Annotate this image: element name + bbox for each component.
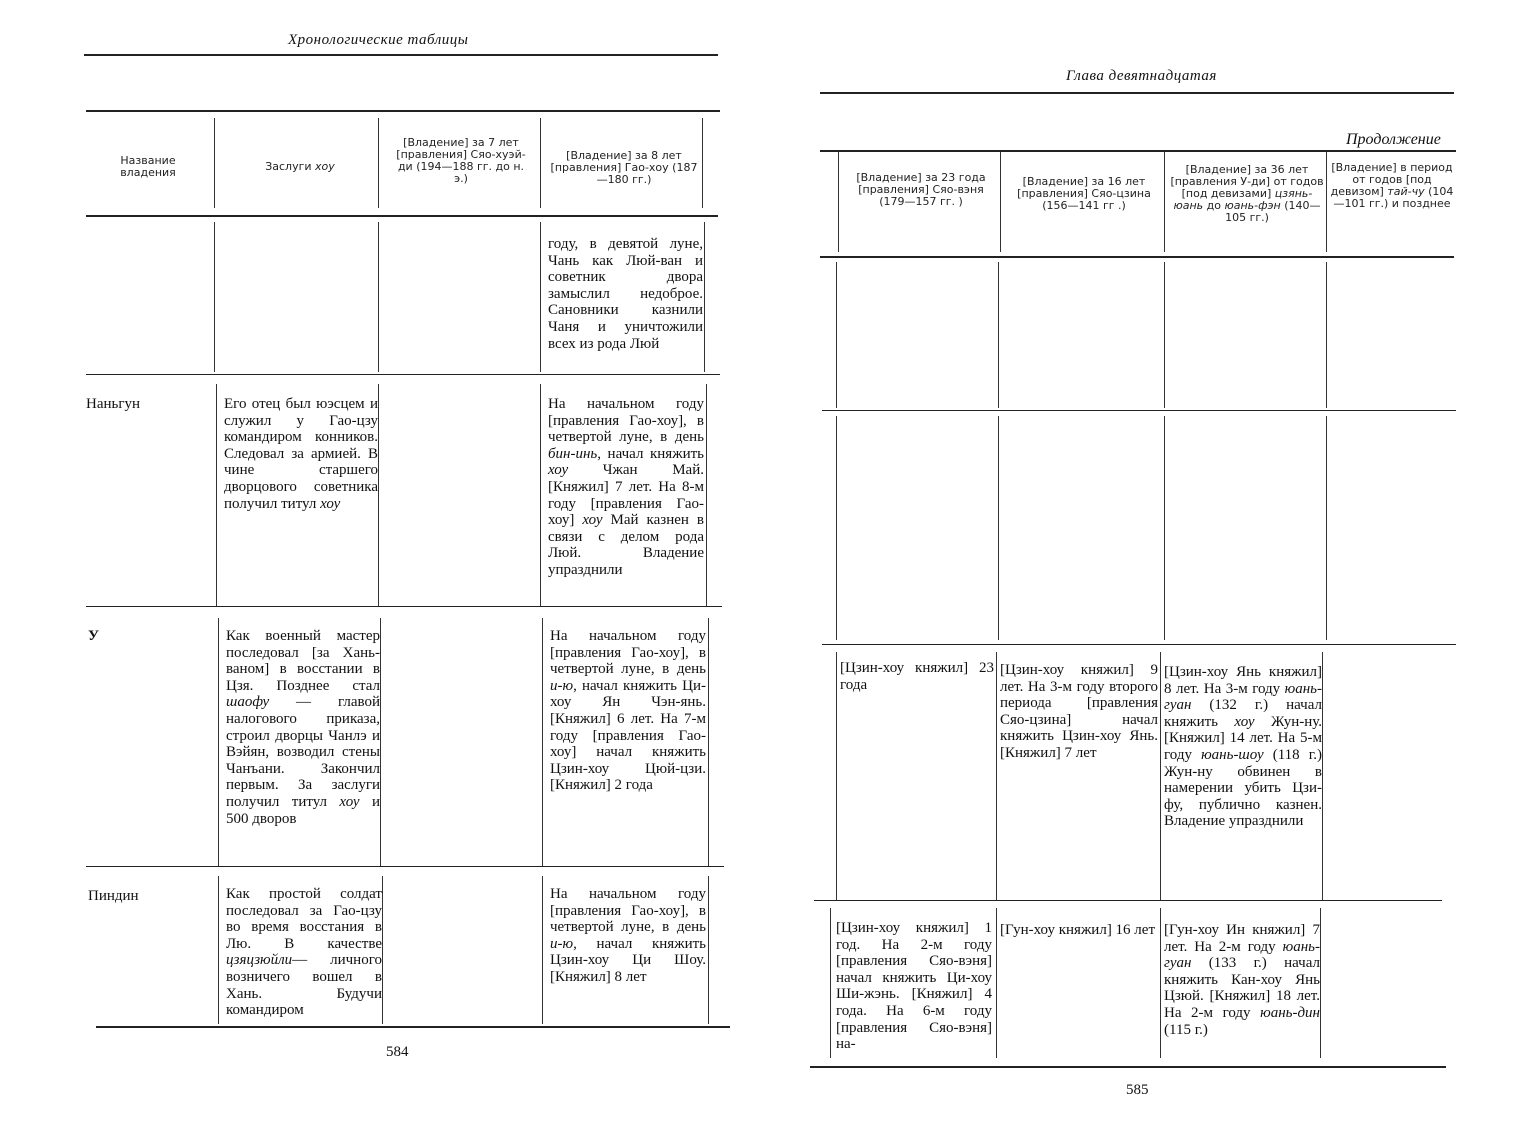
column-divider xyxy=(1326,152,1327,252)
column-divider xyxy=(1326,262,1327,408)
page-number: 584 xyxy=(386,1044,409,1060)
column-divider xyxy=(382,876,383,1024)
merit-cell: Как военный мастер последовал [за Хань-ваном] в восстании в Цзя. Позднее стал шаофу — главой налогового приказа, строил дворцы Чанлэ и Вэйян, возводил стены Чанъани. Закончил первым. За заслуги получил титул хоу и 500 дворов xyxy=(226,628,380,827)
column-divider xyxy=(1164,416,1165,640)
column-divider xyxy=(998,262,999,408)
column-divider xyxy=(1322,652,1323,900)
table-bottom-rule xyxy=(96,1026,730,1028)
header-7-years: [Владение] за 7 лет [правления] Сяо-хуэй-ди (194—188 гг. до н. э.) xyxy=(396,136,526,185)
table-top-rule xyxy=(86,110,720,112)
column-divider xyxy=(1160,908,1161,1058)
row-rule xyxy=(86,606,722,607)
header-23-years: [Владение] за 23 года [правления] Сяо-вэня (179—157 гг. ) xyxy=(856,171,986,208)
continued-label: Продолжение xyxy=(1346,131,1441,148)
row-rule xyxy=(822,644,1456,645)
header-rule xyxy=(86,215,718,217)
column-divider xyxy=(1160,652,1161,900)
column-divider xyxy=(836,416,837,640)
column-divider xyxy=(378,384,379,606)
table-cell: На начальном году [правления Гао-хоу], в четвертой луне, в день и-ю, начал княжить Ци-хоу Ян Чэн-янь. [Княжил] 6 лет. На 7-м году [правления Гао-хоу] начал княжить Цзин-хоу Цюй-цзи. [Княжил] 2 года xyxy=(550,628,706,794)
table-cell: [Цзин-хоу княжил] 9 лет. На 3-м году второго периода [правления Сяо-цзина] начал княжить Цзин-хоу Янь. [Княжил] 7 лет xyxy=(1000,662,1158,761)
domain-name: У xyxy=(88,628,100,644)
domain-name: Наньгун xyxy=(86,396,141,412)
column-divider xyxy=(996,908,997,1058)
column-divider xyxy=(708,876,709,1024)
column-divider xyxy=(996,652,997,900)
column-divider xyxy=(214,222,215,372)
merit-cell: Его отец был юэсцем и служил у Гао-цзу командиром конников. Следовал за армией. В чине старшего дворцового советника получил титул хоу xyxy=(224,396,378,512)
column-divider xyxy=(704,222,705,372)
header-8-years: [Владение] за 8 лет [правления] Гао-хоу (187—180 гг.) xyxy=(550,149,698,186)
column-divider xyxy=(702,118,703,208)
column-divider xyxy=(836,652,837,900)
right-page xyxy=(760,0,1524,1140)
header-tai-chu: [Владение] в период от годов [под девизом] тай-чу (104—101 гг.) и позднее xyxy=(1330,161,1454,210)
row-rule xyxy=(86,866,724,867)
column-divider xyxy=(1326,416,1327,640)
column-divider xyxy=(542,618,543,866)
column-divider xyxy=(216,384,217,606)
column-divider xyxy=(540,384,541,606)
header-rule xyxy=(820,256,1454,258)
table-cell: [Цзин-хоу княжил] 1 год. На 2-м году [правления Сяо-вэня] начал княжить Ци-хоу Ши-жэнь. [Княжил] 4 года. На 6-м году [правления Сяо-вэня] на- xyxy=(836,920,992,1053)
column-divider xyxy=(542,876,543,1024)
header-name: Название владения xyxy=(120,154,176,179)
table-cell: На начальном году [правления Гао-хоу], в четвертой луне, в день бин-инь, начал княжить хоу Чжан Май. [Княжил] 7 лет. На 8-м году [правления Гао-хоу] хоу Май казнен в связи с делом рода Люй. Владение упразднили xyxy=(548,396,704,578)
table-top-rule xyxy=(820,150,1456,152)
table-bottom-rule xyxy=(810,1066,1446,1068)
header-36-years: [Владение] за 36 лет [правления У-ди] от годов [под девизами] цзянь-юань до юань-фэн (140—105 гг.) xyxy=(1170,163,1324,224)
column-divider xyxy=(378,222,379,372)
column-divider xyxy=(706,384,707,606)
table-cell: [Гун-хоу Ин княжил] 7 лет. На 2-м году юань-гуан (133 г.) начал княжить Кан-хоу Янь Цзюй. [Княжил] 18 лет. На 2-м году юань-дин (115 г.) xyxy=(1164,922,1320,1038)
column-divider xyxy=(218,876,219,1024)
column-divider xyxy=(380,618,381,866)
column-divider xyxy=(998,416,999,640)
column-divider xyxy=(214,118,215,208)
row-rule xyxy=(814,900,1442,901)
table-cell: году, в девятой луне, Чань как Люй-ван и советник двора замыслил недоброе. Сановники казнили Чаня и уничтожили всех из рода Люй xyxy=(548,236,703,352)
table-cell: [Цзин-хоу княжил] 23 года xyxy=(840,660,994,693)
column-divider xyxy=(838,152,839,252)
header-merit: Заслуги хоу xyxy=(265,160,335,173)
title-rule xyxy=(84,54,718,56)
merit-cell: Как простой солдат последовал за Гао-цзу во время восстания в Лю. В качестве цзяцзюйли— личного возничего вошел в Хань. Будучи командиром xyxy=(226,886,382,1019)
title-rule xyxy=(820,92,1454,94)
column-divider xyxy=(1164,152,1165,252)
row-rule xyxy=(822,410,1456,411)
column-divider xyxy=(836,262,837,408)
left-page xyxy=(0,0,760,1140)
running-title: Хронологические таблицы xyxy=(288,32,469,48)
header-16-years: [Владение] за 16 лет [правления] Сяо-цзина (156—141 гг .) xyxy=(1017,175,1151,212)
table-cell: [Гун-хоу княжил] 16 лет xyxy=(1000,922,1156,938)
column-divider xyxy=(540,118,541,208)
running-title: Глава девятнадцатая xyxy=(1066,68,1217,84)
page-number: 585 xyxy=(1126,1082,1149,1098)
column-divider xyxy=(1000,152,1001,252)
column-divider xyxy=(218,618,219,866)
column-divider xyxy=(378,118,379,208)
column-divider xyxy=(830,908,831,1058)
domain-name: Пиндин xyxy=(88,888,139,904)
row-rule xyxy=(86,374,720,375)
column-divider xyxy=(708,618,709,866)
table-cell: На начальном году [правления Гао-хоу], в четвертой луне, в день и-ю, начал княжить Цзин-хоу Ци Шоу. [Княжил] 8 лет xyxy=(550,886,706,985)
table-cell: [Цзин-хоу Янь княжил] 8 лет. На 3-м году юань-гуан (132 г.) начал княжить хоу Жун-ну. [Княжил] 14 лет. На 5-м году юань-шоу (118 г.) Жун-ну обвинен в намерении убить Цзи-фу, публично казнен. Владение упразднили xyxy=(1164,664,1322,830)
column-divider xyxy=(540,222,541,372)
column-divider xyxy=(1164,262,1165,408)
column-divider xyxy=(1320,908,1321,1058)
